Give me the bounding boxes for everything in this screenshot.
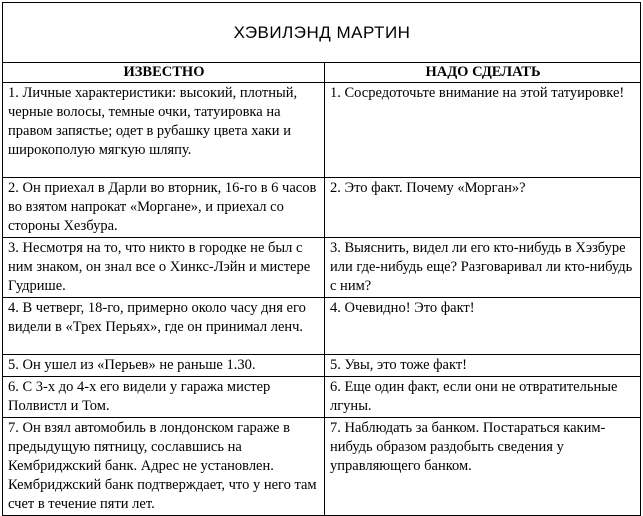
column-header-known: ИЗВЕСТНО xyxy=(3,63,325,83)
known-cell: 1. Личные характеристики: высокий, плотный, черные волосы, темные очки, татуировка на правом запястье; одет в рубашку цвета хаки и широкополую мягкую шляпу. xyxy=(3,83,325,178)
todo-cell: 4. Очевидно! Это факт! xyxy=(325,298,641,355)
title-row xyxy=(3,3,641,63)
table-row xyxy=(3,355,641,377)
known-cell: 2. Он приехал в Дарли во вторник, 16-го в 6 часов во взятом напрокат «Морганe», и приехал со стороны Хезбура. xyxy=(3,178,325,238)
todo-cell: 5. Увы, это тоже факт! xyxy=(325,355,641,377)
todo-cell: 6. Еще один факт, если они не отвратительные лгуны. xyxy=(325,377,641,418)
table-row xyxy=(3,83,641,178)
case-table xyxy=(2,2,641,516)
table-row xyxy=(3,377,641,418)
table-title: ХЭВИЛЭНД МАРТИН xyxy=(3,3,641,63)
table-row xyxy=(3,298,641,355)
table-row xyxy=(3,178,641,238)
table-row xyxy=(3,418,641,516)
known-cell: 6. С 3-х до 4-х его видели у гаража мистер Полвистл и Том. xyxy=(3,377,325,418)
todo-cell: 2. Это факт. Почему «Морган»? xyxy=(325,178,641,238)
table-row xyxy=(3,238,641,298)
known-cell: 5. Он ушел из «Перьев» не раньше 1.30. xyxy=(3,355,325,377)
column-header-todo: НАДО СДЕЛАТЬ xyxy=(325,63,641,83)
document-page xyxy=(2,2,640,512)
todo-cell: 7. Наблюдать за банком. Постараться каким-нибудь образом раздобыть сведения у управляющего банком. xyxy=(325,418,641,516)
todo-cell: 1. Сосредоточьте внимание на этой татуировке! xyxy=(325,83,641,178)
known-cell: 7. Он взял автомобиль в лондонском гараже в предыдущую пятницу, сославшись на Кембриджский банк. Адрес не установлен. Кембриджский банк подтверждает, что у него там счет в течение пяти лет. xyxy=(3,418,325,516)
known-cell: 4. В четверг, 18-го, примерно около часу дня его видели в «Трех Перьях», где он принимал ленч. xyxy=(3,298,325,355)
header-row xyxy=(3,63,641,83)
known-cell: 3. Несмотря на то, что никто в городке не был с ним знаком, он знал все о Хинкс-Лэйн и мистере Гудрише. xyxy=(3,238,325,298)
todo-cell: 3. Выяснить, видел ли его кто-нибудь в Хэзбуре или где-нибудь еще? Разговаривал ли кто-нибудь с ним? xyxy=(325,238,641,298)
